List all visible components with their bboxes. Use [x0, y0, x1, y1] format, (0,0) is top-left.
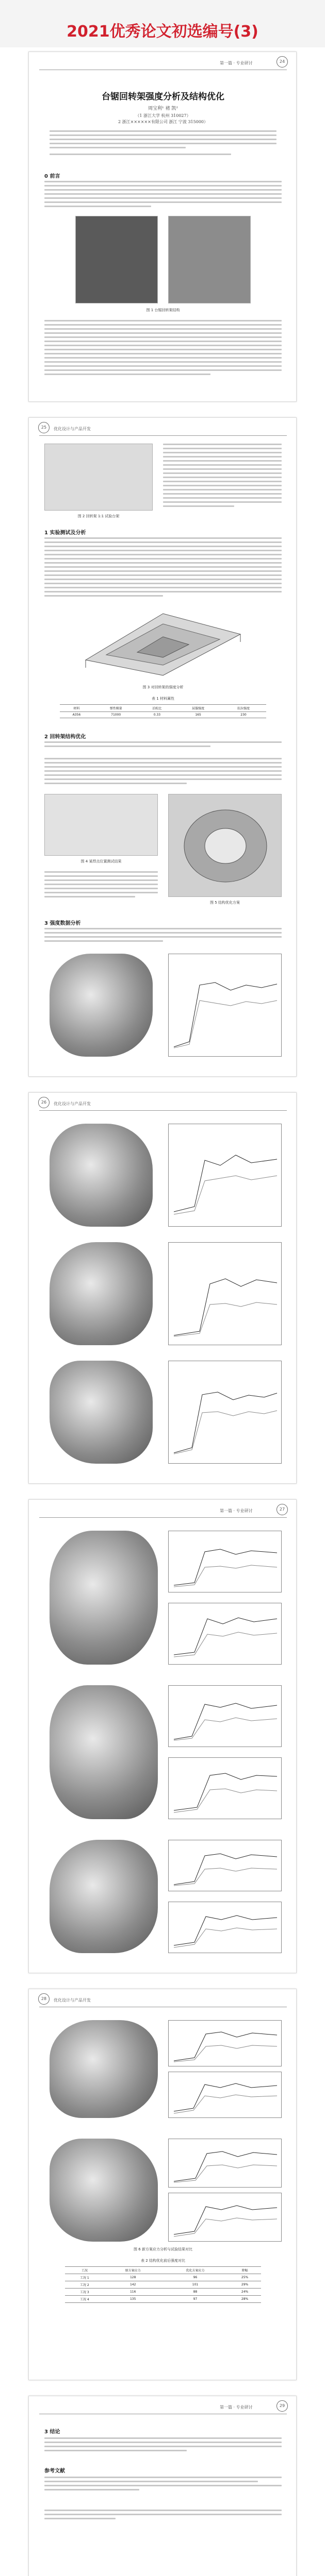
figure-3-image: [75, 603, 251, 681]
section-3-text: [44, 928, 282, 942]
table-cell: 97: [162, 2296, 229, 2303]
figure-1a-image: [75, 216, 158, 303]
page-header: 第一篇 · 专业研讨: [220, 2405, 253, 2410]
page-number: 24: [277, 56, 288, 67]
table-cell: 165: [175, 712, 221, 718]
stress-contour-image: [50, 954, 153, 1057]
table-cell: 128: [104, 2274, 162, 2281]
table-cell: 24%: [229, 2289, 261, 2296]
section-1: 1 实验测试及分析: [44, 530, 86, 536]
strain-plot: [168, 1902, 282, 1953]
strain-plot: [168, 2020, 282, 2066]
table-cell: A356: [60, 712, 93, 718]
references-list: [44, 2477, 282, 2490]
section-2-text: [44, 741, 282, 747]
figure-1-caption: 图 1 台锯回转架结构: [146, 308, 180, 312]
page-number: 28: [38, 1993, 50, 2005]
table-cell: 230: [221, 712, 266, 718]
section-conclusion: 3 结论: [44, 2429, 60, 2435]
strain-plot: [168, 1840, 282, 1891]
strain-plot: [168, 1531, 282, 1592]
figure-4-image: [44, 794, 158, 856]
table-cell: 29%: [229, 2281, 261, 2289]
paper-page-6: [28, 2396, 297, 2576]
paper-authors: 周宝利¹ 褚 凯²: [148, 106, 178, 111]
paper-page-5: [28, 1989, 297, 2380]
figure-2-caption: 图 2 回转架 1:1 试验台架: [77, 514, 120, 518]
strain-plot: [168, 1603, 282, 1665]
table-1-header: 屈服强度: [175, 705, 221, 712]
figure-2-image: [44, 444, 153, 511]
paper-page-2: [28, 417, 297, 1077]
page-number: 29: [277, 2400, 288, 2412]
page-header: 优化设计与产品开发: [54, 427, 91, 431]
table-cell: 工况 3: [65, 2289, 104, 2296]
section-references: 参考文献: [44, 2468, 65, 2474]
header-rule: [39, 1517, 287, 1518]
stress-contour-image: [50, 1242, 153, 1345]
strain-plot: [168, 2072, 282, 2118]
figure-5-image: [168, 794, 282, 897]
header-rule: [39, 435, 287, 436]
figure-3-caption: 图 3 对回转架的强度分析: [142, 685, 184, 689]
stress-contour-image: [50, 1840, 158, 1953]
stress-contour-image: [50, 1685, 158, 1819]
strain-plot: [168, 954, 282, 1057]
table-cell: 135: [104, 2296, 162, 2303]
header-rule: [39, 1110, 287, 1111]
table-2-header: 工况: [65, 2267, 104, 2274]
table-2-title: 表 2 结构优化前后强度对比: [141, 2259, 185, 2263]
strain-plot: [168, 2139, 282, 2188]
table-1-header: 泊松比: [139, 705, 175, 712]
table-1-title: 表 1 材料属性: [152, 697, 174, 701]
section-1-text: [44, 537, 282, 597]
table-cell: 96: [162, 2274, 229, 2281]
body-text-p2b: [44, 871, 158, 897]
body-text-p1: [44, 320, 282, 375]
table-row: [65, 2274, 261, 2281]
strain-plot: [168, 2193, 282, 2242]
paper-page-1: [28, 52, 297, 402]
strain-plot: [168, 1124, 282, 1227]
figure-5-caption: 图 5 结构优化方案: [210, 901, 240, 905]
table-2-header: 降幅: [229, 2267, 261, 2274]
page-header: 优化设计与产品开发: [54, 1998, 91, 2003]
table-2: [65, 2266, 261, 2303]
strain-plot: [168, 1757, 282, 1819]
page-number: 27: [277, 1504, 288, 1515]
table-cell: 25%: [229, 2274, 261, 2281]
page-header: 第一篇 · 专业研讨: [220, 61, 253, 65]
table-cell: 116: [104, 2289, 162, 2296]
table-1: [60, 704, 266, 718]
section-3: 3 强度数据分析: [44, 921, 81, 926]
stress-contour-image: [50, 2020, 158, 2118]
banner-title: 2021优秀论文初选编号(3): [67, 23, 258, 41]
conclusion-text: [44, 2437, 282, 2451]
paper-affiliation-2: 2 浙江××××××有限公司 浙江 宁波 315000）: [118, 120, 208, 124]
page-header: 第一篇 · 专业研讨: [220, 1509, 253, 1513]
stress-contour-image: [50, 1124, 153, 1227]
table-row: [65, 2296, 261, 2303]
stress-contour-image: [50, 1361, 153, 1464]
table-cell: 0.33: [139, 712, 175, 718]
paper-title: 台锯回转架强度分析及结构优化: [102, 92, 224, 102]
strain-plot: [168, 1242, 282, 1345]
paper-page-3: [28, 1092, 297, 1484]
table-1-header: 弹性模量: [93, 705, 139, 712]
body-text-col2: [163, 444, 282, 507]
strain-plot: [168, 1361, 282, 1464]
page-number: 25: [38, 422, 50, 433]
paper-affiliation-1: （1 浙江大学 杭州 310027）: [135, 113, 191, 118]
table-1-header: 抗拉强度: [221, 705, 266, 712]
section-2: 2 回转架结构优化: [44, 734, 86, 740]
strain-plot: [168, 1685, 282, 1747]
table-cell: 工况 1: [65, 2274, 104, 2281]
table-2-header: 优化方案应力: [162, 2267, 229, 2274]
table-cell: 101: [162, 2281, 229, 2289]
table-cell: 工况 2: [65, 2281, 104, 2289]
author-bio: [44, 2510, 282, 2519]
table-2-header: 原方案应力: [104, 2267, 162, 2274]
table-cell: 88: [162, 2289, 229, 2296]
body-text-p2: [44, 758, 282, 784]
paper-page-4: [28, 1499, 297, 1973]
page-number: 26: [38, 1097, 50, 1108]
table-row: [60, 712, 266, 718]
page-header: 优化设计与产品开发: [54, 1101, 91, 1106]
table-cell: 142: [104, 2281, 162, 2289]
stress-contour-image: [50, 1531, 158, 1665]
section-intro: 0 前言: [44, 174, 60, 179]
figure-4-caption: 图 4 某焊点位置测试结果: [80, 859, 122, 863]
table-row: [65, 2289, 261, 2296]
stress-contour-image: [50, 2139, 158, 2242]
table-row: [65, 2281, 261, 2289]
table-1-header: 材料: [60, 705, 93, 712]
figure-1b-image: [168, 216, 251, 303]
figure-6-caption: 图 6 新方案应力分析与试验结果对比: [134, 2247, 192, 2251]
table-cell: 28%: [229, 2296, 261, 2303]
intro-text: [44, 181, 282, 207]
abstract-block: [50, 130, 277, 155]
table-cell: 71000: [93, 712, 139, 718]
table-cell: 工况 4: [65, 2296, 104, 2303]
